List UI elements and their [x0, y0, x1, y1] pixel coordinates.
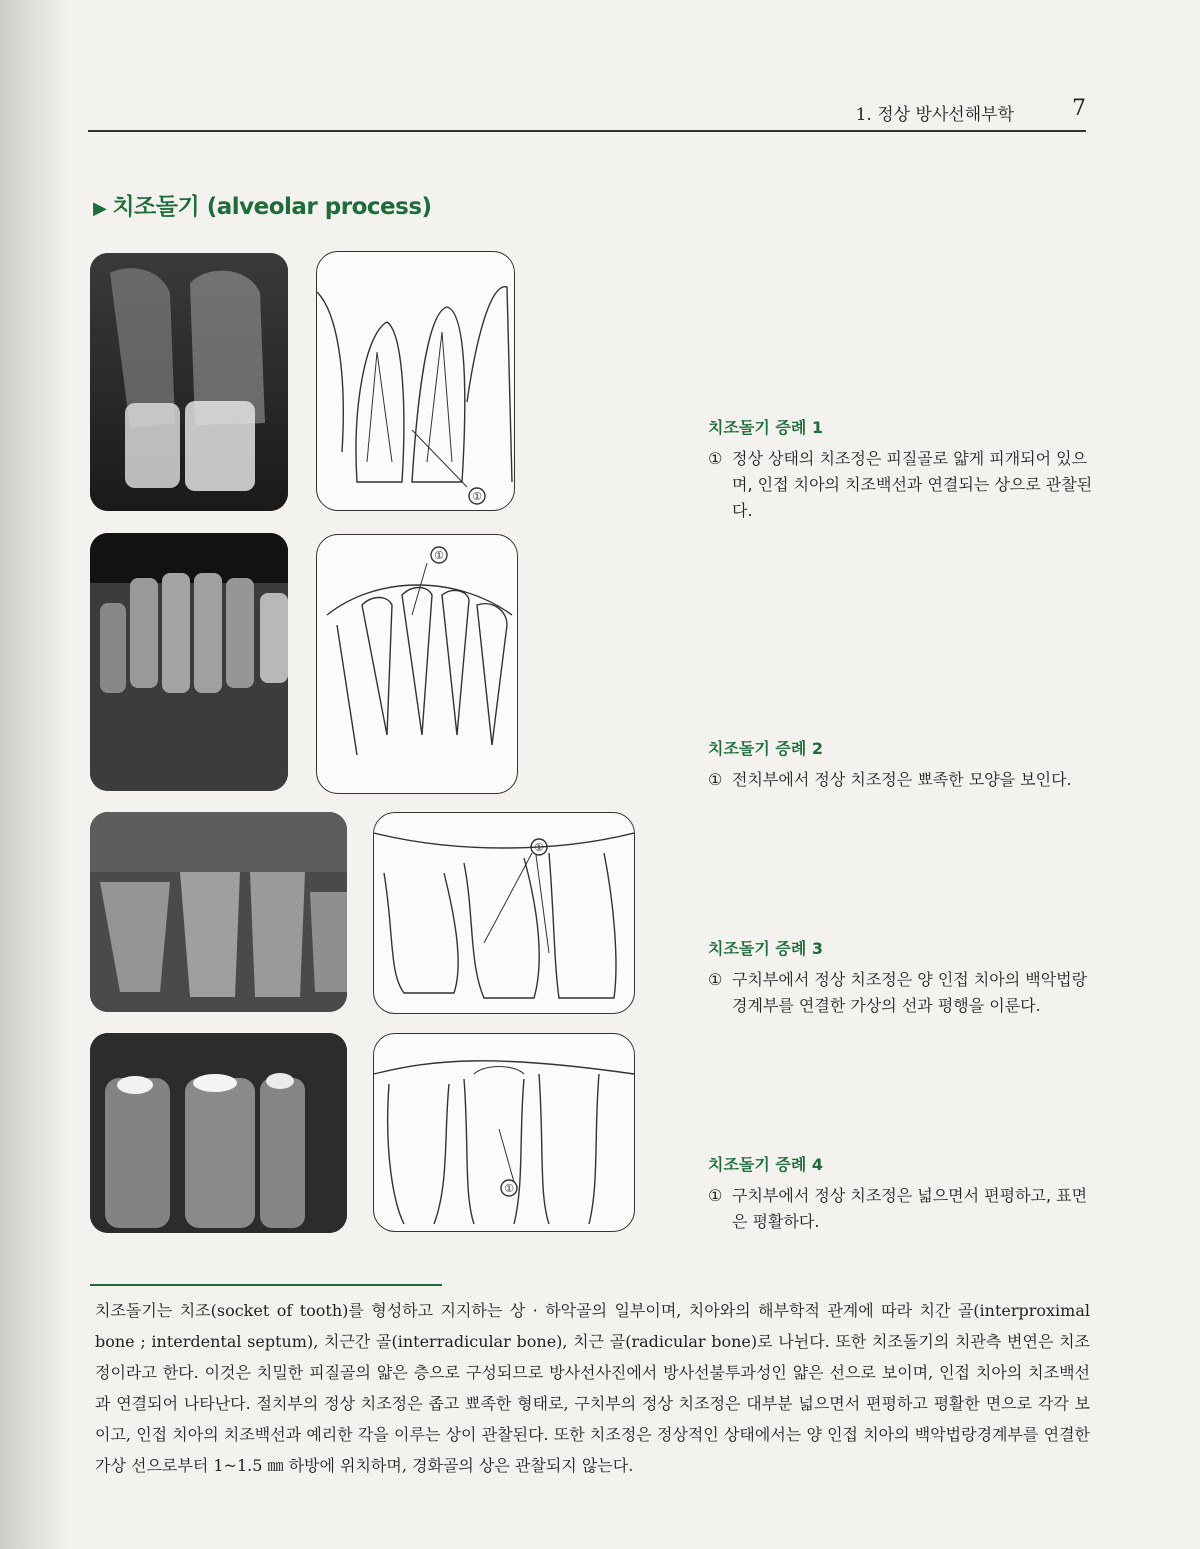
- case-2-title: 치조돌기 증례 2: [708, 739, 824, 758]
- case-3-text: 구치부에서 정상 치조정은 양 인접 치아의 백악법랑경계부를 연결한 가상의 선과 평행을 이룬다.: [732, 970, 1088, 1015]
- callout-1-label: ①: [472, 490, 482, 503]
- case-2-caption: [708, 736, 1093, 793]
- case-3-num: ①: [708, 970, 723, 989]
- case-4-title: 치조돌기 증례 4: [708, 1155, 824, 1174]
- case-3-title: 치조돌기 증례 3: [708, 939, 824, 958]
- radiograph-case-2: [90, 533, 288, 791]
- radiograph-case-1: [90, 253, 288, 511]
- diagram-case-3: [373, 812, 635, 1014]
- callout-3-label: ①: [534, 841, 544, 854]
- callout-2-label: ①: [434, 549, 444, 562]
- case-1-caption: [708, 415, 1093, 524]
- callout-4-label: ①: [504, 1182, 514, 1195]
- triangle-marker-icon: ▶: [93, 198, 107, 219]
- running-header: [88, 96, 1086, 132]
- case-3-desc: [708, 967, 1093, 1019]
- case-2-desc: [708, 767, 1093, 793]
- diagram-case-1: [316, 251, 515, 511]
- section-divider: [90, 1284, 442, 1286]
- section-title: [93, 188, 432, 221]
- case-4-text: 구치부에서 정상 치조정은 넓으면서 편평하고, 표면은 평활하다.: [732, 1186, 1088, 1231]
- case-3-caption: [708, 936, 1093, 1019]
- page-number: 7: [1072, 96, 1086, 121]
- diagram-case-2: [316, 534, 518, 794]
- case-1-text: 정상 상태의 치조정은 피질골로 얇게 피개되어 있으며, 인접 치아의 치조백선과 연결되는 상으로 관찰된다.: [732, 449, 1093, 520]
- diagram-case-4: [373, 1033, 635, 1232]
- case-1-num: ①: [708, 449, 723, 468]
- case-1-title: 치조돌기 증례 1: [708, 418, 824, 437]
- case-1-desc: [708, 446, 1093, 524]
- case-4-caption: [708, 1152, 1093, 1235]
- case-4-num: ①: [708, 1186, 723, 1205]
- radiograph-case-4: [90, 1033, 347, 1233]
- section-title-text: 치조돌기 (alveolar process): [112, 194, 432, 220]
- body-paragraph: 치조돌기는 치조(socket of tooth)를 형성하고 지지하는 상 · 하악골의 일부이며, 치아와의 해부학적 관계에 따라 치간 골(interproximal bone ; interdental septum), 치근간 골(interradicular bone), 치근 골(radicular bone)로 나뉜다. 또한 치조돌기의 치관측 변연은 치조정이라고 한다. 이것은 치밀한 피질골의 얇은 층으로 구성되므로 방사선사진에서 방사선불투과성인 얇은 선으로 보이며, 인접 치아의 치조백선과 연결되어 나타난다. 절치부의 정상 치조정은 좁고 뾰족한 형태로, 구치부의 정상 치조정은 대부분 넓으면서 편평하고 평활한 면으로 각각 보이고, 인접 치아의 치조백선과 예리한 각을 이루는 상이 관찰된다. 또한 치조정은 정상적인 상태에서는 양 인접 치아의 백악법랑경계부를 연결한 가상 선으로부터 1~1.5 ㎜ 하방에 위치하며, 경화골의 상은 관찰되지 않는다.: [95, 1301, 1090, 1475]
- page-binding-shadow: [0, 0, 70, 1549]
- case-2-text: 전치부에서 정상 치조정은 뾰족한 모양을 보인다.: [732, 770, 1072, 789]
- chapter-title: 1. 정상 방사선해부학: [855, 105, 1014, 125]
- case-2-num: ①: [708, 770, 723, 789]
- radiograph-case-3: [90, 812, 347, 1012]
- case-4-desc: [708, 1183, 1093, 1235]
